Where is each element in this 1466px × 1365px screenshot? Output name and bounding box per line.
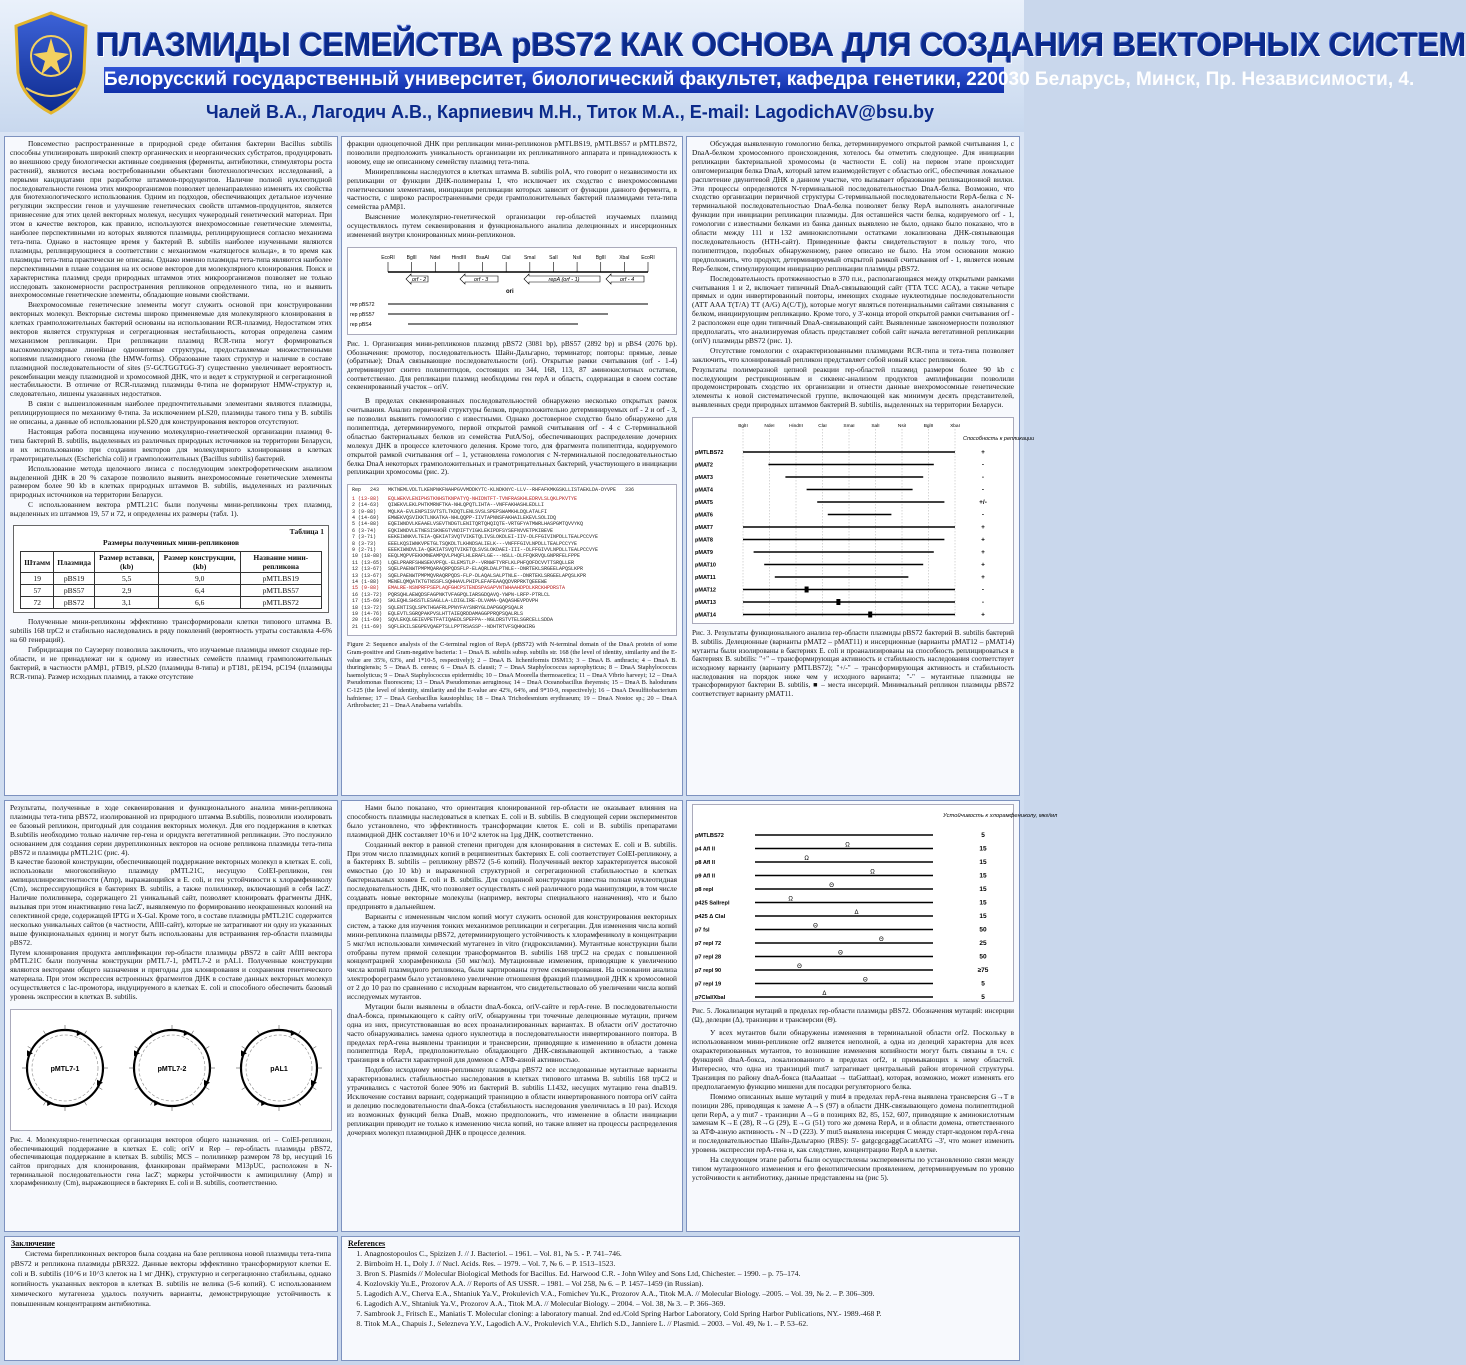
site-tick	[44, 1101, 47, 1105]
reference-item: 8. Titok M.A., Chapuis J., Selezneva Y.V., Lagodich A.V., Prokulevich V.A., Ehrlich S.D., Janniere L. // Plasmid. – 2003. – Vol. 49, № 1. – P. 53–62.	[364, 1319, 1013, 1329]
alignment-row-label: 17 (15-69)	[352, 598, 389, 605]
figure-5	[692, 804, 1058, 1002]
alignment-row-label: 8 (3-73)	[352, 540, 389, 547]
mutation-marker: Δ	[822, 991, 827, 997]
table-cell: 6,4	[159, 585, 240, 597]
site-tick	[28, 1087, 32, 1090]
mutation-marker: Ω	[788, 896, 793, 903]
table-header-cell: Штамм	[21, 552, 54, 573]
table-header-cell: Название мини-репликона	[240, 552, 321, 573]
orf-label: orf - 4	[619, 276, 635, 283]
alignment-row-label: 13 (13-67)	[352, 572, 389, 579]
alignment-row-label: 5 (14-88)	[352, 521, 389, 528]
figure-1-map	[348, 248, 678, 334]
intro-paragraph: С использованием вектора pMTL21C были получены мини-репликоны трех плазмид, выделенных из штаммов 19, 57 и 72, и определены их размеры (табл. 1).	[10, 500, 332, 519]
mutation-marker: Θ	[879, 937, 884, 943]
alignment-row-sequence: EQLEVTLSGRQPAKPVSLHTTAIEQRDDAMAGGPPRQPSQALRLS	[388, 611, 524, 618]
alignment-header: Rep 243 MKTNEMLVDLTLKENPNKFNAHPGVVMDDKYTC-KLNDKNYC-LLV--RHFAFKMKGSKLLISTAEKLDA-DYVPE 336	[352, 487, 635, 494]
table-cell: 9,0	[159, 573, 240, 585]
table-cell: 57	[21, 585, 54, 597]
ori-label: ori	[506, 288, 514, 295]
site-tick	[151, 1101, 154, 1105]
results-panel	[341, 136, 683, 796]
restriction-site-label: BglII	[738, 424, 748, 430]
reference-item: 7. Sambrook J., Fritsch E., Maniatis T. Molecular cloning: a laboratory manual. 2nd ed./Cold Spring Harbor Laboratory, Cold Spring Harbor Publications, NY.- 1989.-468 P.	[364, 1309, 1013, 1319]
alignment-row-label: 19 (14-76)	[352, 611, 389, 618]
mutant-row-label: p425 SalIrepl	[695, 900, 730, 907]
results-paragraph: фракции одноцепочной ДНК при репликации мини-репликонов pMTLBS19, pMTLBS57 и pMTLBS72, позволили предположить уникальность организации их репликативного аппарата и принадлежность к новому, еще не описанному семейству плазмид тета-типа.	[347, 139, 677, 166]
figure-5-mutation-map	[693, 805, 1058, 1001]
alignment-row-label: 20 (11-69)	[352, 617, 389, 624]
reference-item: 1. Anagnostopoulos C., Spizizen J. // J. Bacteriol. – 1961. – Vol. 81, № 5. - P. 741–746.	[364, 1249, 1013, 1259]
table-cell: 72	[21, 597, 54, 609]
figure-5-caption: Рис. 5. Локализация мутаций в пределах rep-области плазмиды pBS72. Обозначения мутаций: инсерции (Ω), делеции (Δ), транзиции и трансверсии (Θ).	[692, 1007, 1014, 1024]
site-tick	[242, 1087, 246, 1090]
figure-3-caption: Рис. 3. Результаты функционального анализа rep-области плазмиды pBS72 бактерий B. subtilis бактерий B. subtilis. Делеционные (варианты pMAT2 – pMAT11) и инсерционные (варианты pMAT12 – pMAT14) мутанты были изолированы в бактериях E. coli и проанализированы на способность реплицироваться в бактериях B. subtilis: "+" – трансформирующая активность и стабильность наследования соответствует исходному варианту (варианту pMTLBS72); "+/-" – трансформирующая активность и стабильность наследования на порядок ниже чем у исходного варианта; "-" – мутантные плазмиды не трансформируют бактерии B. subtilis, ■ – места инсерций. Минимальный репликон плазмиды pBS72 соответствует варианту pMAT11.	[692, 629, 1014, 699]
table-title: Размеры полученных мини-репликонов	[102, 538, 240, 548]
replicon-size-table	[20, 551, 321, 609]
mutation-marker: Ω	[845, 842, 850, 849]
vector-map-name: pMTL7-2	[157, 1065, 187, 1073]
alignment-row-sequence: EQEIWNDVLKEAAELVSEVTNDGTLENITQRTQHQIQTE-VRTGFYATMWRLHASPGMTQVVYKQ	[388, 521, 584, 528]
restriction-site-label: NdeI	[764, 424, 775, 430]
restriction-site-label: SmaI	[523, 254, 536, 261]
mutants-paragraph: Подобно исходному мини-репликону плазмиды pBS72 все исследованные мутантные варианты характеризовались стабильностью наследования в клетках типового штамма B. subtilis 168 trpC2 и утрачивались с частотой более 90% из бактерий B. subtilis L1432, несущих мутацию гена dnaB19. Исключение составил вариант, содержащий транзицию в области инвертированного повтора oriV сайта и делецию последовательности dnaA-бокса (стабильность наследования увеличилась в 10 раз). Исходя из возможных функций белка DnaB, можно предположить, что изменение в области инициации репликации приводит не только к изменению числа копий, но также влияет на процессы распределения дочерних молекул плазмидной ДНК в процессе деления.	[347, 1065, 677, 1137]
table-cell: pBS19	[54, 573, 95, 585]
site-tick	[98, 1087, 102, 1090]
mutant-row-result: +	[981, 561, 985, 569]
figure-3-deletion-map	[693, 418, 1035, 623]
reference-item: 4. Kozlovskiy Yu.E., Prozorov A.A. // Reports of AS USSR. – 1981. – Vol 258, № 6. – P. 1457–1459 (in Russian).	[364, 1279, 1013, 1289]
results-paragraph: Минирепликоны наследуются в клетках штамма B. subtilis polA, что говорит о независимости их репликации от функции ДНК-полимеразы I, что исключает их сходство с внехромосомными генетическими элементами, инициация репликации которых зависит от функции данного фермента, в частности, с широко распространенными среди грамположительных бактерий плазмидами тета-типа семейства pAMβ1.	[347, 166, 677, 212]
mutations-paragraph: На следующем этапе работы были осуществлены эксперименты по установлению связи между типом мутационного изменения и его фенотипическим проявлением, детерминируемым по уровню устойчивости к антибиотику, данные представлены на (рис 5).	[692, 1155, 1014, 1182]
table-header-cell: Размер конструкции, (kb)	[159, 552, 240, 573]
mutant-row-label: p7 fsl	[695, 927, 710, 934]
mutants-panel	[341, 800, 683, 1232]
vectors-paragraph: Путем клонирования продукта амплификации rep-области плазмиды pBS72 в сайт AflII вектора pMTL21C были получены конструкции pMTL7-1, pMTL7-2 и pAL1. Полученные конструкции являются векторами общего назначения и пригодны для клонирования и сохранения генетического материала. При этом экспрессия встроенных фрагментов ДНК в составе данных векторных молекул осуществляется с lac-промотора, индуцируемого в клетках E. coli и способного обеспечить базовый уровень экспрессии в клетках B. subtilis.	[10, 947, 332, 1002]
alignment-row-sequence: EEKEIWNKVLTEIA-QEKIAT3VQTVIKETQLIVSLOKDLEI-IIV-DLFFGIVINPDLLTEALPCCVYE	[388, 534, 599, 541]
mutants-paragraph: Нами было показано, что ориентация клонированной rep-области не оказывает влияния на способность плазмиды наследоваться в клетках E. coli и B. subtilis. В следующей серии экспериментов было установлено, что эффективность трансформации клеток E. coli и B. subtilis препаратами плазмидной ДНК составляет 10^6 и 10^2 клеток на 1µg ДНК, соответственно.	[347, 803, 677, 839]
mutant-row-label: p7ClaI/XbaI	[695, 995, 726, 1001]
mutant-row-result: -	[981, 586, 985, 594]
gene-arrow-icon	[261, 1100, 267, 1106]
mutant-row-result: -	[981, 486, 985, 494]
mutation-marker: Θ	[838, 950, 843, 957]
alignment-row-sequence: QIWEKVLEKLPHTKMRNFTKA-NHLQPQTLIHTA--VNFFAKHASHLEDLLI	[388, 502, 545, 509]
site-tick	[258, 1101, 261, 1105]
intro-text	[5, 137, 337, 523]
restriction-site-label: XbaI	[619, 254, 630, 261]
alignment-row-label: 16 (13-72)	[352, 591, 389, 598]
mutants-text	[342, 801, 682, 1142]
site-tick	[98, 1046, 102, 1049]
table-cell: 19	[21, 573, 54, 585]
replicon-row-label: rep pBS57	[350, 311, 375, 318]
alignment-row-label: 1 (13-88)	[352, 495, 389, 502]
intro-text-2	[5, 615, 337, 685]
restriction-site-label: BglII	[923, 424, 934, 430]
figure-2	[347, 484, 677, 636]
mutants-paragraph: Созданный вектор в равной степени пригоден для клонирования в системах E. coli и B. subtilis. При этом число плазмидных копий в реципиентных бактериях E. coli соответствует ColEI-репликону, а в бактериях B. subtilis – репликону pBS72 (5-6 копий). Полученный вектор характеризуется высокой емкостью (до 10 kb) и выраженной структурной и сегрегационной стабильностью в клетках бактериальных хозяев E. coli и B. subtilis. Для созданной конструкции известна полная нуклеотидная последовательность ДНК, что позволяет осуществлять с ней различного рода манипуляции, в том числе создавать новые векторные молекулы (например, векторы специального назначения), что и было предпринято в дальнейшем.	[347, 839, 677, 911]
table-cell: pMTLBS72	[240, 597, 321, 609]
header	[0, 0, 1466, 132]
restriction-site-label: NdeI	[429, 254, 441, 261]
mutant-row-label: p7 repl 72	[695, 941, 722, 947]
discussion-paragraph: Результаты полимеразной цепной реакции rep-областей плазмид размером более 90 kb с последующим рестрикционным и сиквенс-анализом продуктов амплификации позволили продемонстрировать сходство их организации и отнести данные внехромосомные генетические элементы к новой систематической группе, включающей как минимум десять представителей, выявленных среди природных штаммов бактерий B. subtilis, выделенных на территории Беларуси.	[692, 364, 1014, 410]
alignment-row-label: 9 (2-71)	[352, 547, 389, 553]
resistance-value: 50	[979, 926, 987, 934]
reference-item: 6. Lagodich A.V., Shtaniuk Ya.V., Prozorov A.A., Titok M.A. // Molecular Biology. – 2004. – Vol. 38, № 3. – P. 366–369.	[364, 1299, 1013, 1309]
restriction-site-label: NsiI	[897, 424, 907, 430]
mutants-paragraph: Варианты с измененным числом копий могут служить основой для конструирования векторных систем, а также для изучения тонких механизмов репликации и сегрегации. Для изменения числа копий мини-репликона плазмиды pBS72, детерминирующего устойчивость к хлорамфениколу в концентрации 5 мкг/мл использовали химический мутагенез in vitro (гидроксиламин). Мутантные конструкции были отобраны путем прямой селекции трансформантов B. subtilis 168 trpC2 на средах с повышенной концентрацией хлорамфеникола (50 мкг/мл). Мутационные изменения, приводящие к увеличению числа копий плазмидного репликона, были картированы путем секвенирования. На основании анализа электрофореграмм было установлено увеличение отношения фракций плазмидной ДНК к хромосомной от 2 до 10 раз по сравнению с исходным вариантом, что свидетельствовало об увеличении числа копий исследуемых мутантов.	[347, 911, 677, 1002]
discussion-paragraph: Обсуждая выявленную гомологию белка, детерминируемого открытой рамкой считывания 1, с DnaA-белком хромосомного происхождения, хотелось бы отметить следующее. Для инициации репликации бактериальной хромосомы (в частности E. coli) на первом этапе происходит олигомеризация белка DnaA, который затем взаимодействует с областью oriC, обеспечивая локальное расплетение двунитевой ДНК в данном участке, что вызывает образование репликационной вилки. Эти процессы определяются N-терминальной последовательностью DnaA-белка. Возможно, что сходство организации первичной структуры C-терминальной последовательности RepA-белка с N-терминальной последовательностью DnaA-белка позволяет белку RepA выполнять аналогичные функции при инициации репликации плазмиды. Для оставшейся части белка, кодируемого orf - 1, гомологии с известными белками из банка данных выявлено не было, однако было показано, что в области между 111 и 132 аминокислотными остатками локализована ДНК-связывающая последовательность (HTH-сайт). Приведенные факты свидетельствуют в пользу того, что полипептидов, подобных обнаруженному, ранее описано не было. На этом основании можно предположить, что продукт, детерминируемый открытой рамкой считывания orf - 1, является новым Rep-белком, стимулирующим инициацию репликации плазмиды pBS72.	[692, 139, 1014, 273]
discussion-text	[687, 137, 1019, 414]
alignment-row	[348, 624, 676, 630]
resistance-value: 15	[979, 845, 987, 853]
mutant-row-result: +	[981, 536, 985, 544]
resistance-value: 15	[979, 859, 987, 866]
restriction-site-label: BsaAI	[475, 254, 490, 261]
mutant-row-label: pMAT13	[695, 600, 716, 607]
mutant-row-label: pMAT8	[695, 537, 713, 544]
alignment-row-sequence: MQLKA-EVLENPSISVTSTLTKDQTLENLSVSLSPEPSWAMKHLDQLATALFI	[388, 508, 548, 515]
replicon-row-label: rep pBS4	[350, 321, 372, 328]
resistance-value: 25	[979, 940, 987, 947]
conclusion-text: Система бирепликонных векторов была создана на базе репликона новой плазмиды тета-типа pBS72 и репликона плазмиды pBR322. Данные векторы эффективно трансформируют клетки E. coli и B. subtilis (10^6 и 10^3 клеток на 1 мг ДНК), структурно и сегрегационно стабильны, однако копийность указанных векторов в клетках B. subtilis не велика (5-6 копий). С использованием химического мутагенеза удалось получить варианты, демонстрирующие устойчивость к повышенным концентрациям антибиотика.	[11, 1249, 331, 1308]
table-1	[13, 525, 329, 613]
mutant-row-label: p8 repl	[695, 887, 714, 893]
alignment-row-label: 10 (18-88)	[352, 553, 389, 560]
table-row	[21, 585, 321, 597]
restriction-site-label: ClaI	[501, 254, 511, 261]
figure-4-vector-maps	[11, 1010, 333, 1130]
figure-4	[10, 1009, 332, 1131]
mutant-row-label: pMAT4	[695, 487, 713, 494]
site-tick	[84, 1031, 87, 1035]
site-tick	[191, 1101, 194, 1105]
figure-3	[692, 417, 1035, 624]
alignment-row-label: 12 (13-67)	[352, 566, 389, 573]
mutant-row-label: pMAT2	[695, 462, 713, 469]
site-tick	[191, 1031, 194, 1035]
resistance-value: ≥75	[977, 967, 989, 974]
alignment-row-sequence: SKLEQHLSHSSTLESAGLLA-LDIGLIRE-DLVAMA-QAQASHEVPDVPH	[388, 598, 539, 605]
figure-1	[347, 247, 677, 335]
alignment-row-label: 21 (11-69)	[352, 623, 389, 630]
results-paragraph: В пределах секвенированных последовательностей обнаружено несколько открытых рамок считывания. Анализ первичной структуры белков, предположительно детерминируемых orf - 2 и orf - 3, не позволил выявить гомологию с известными. Однако достоверное сходство было обнаружено для полипептида, детерминируемого, первой открытой рамкой считывания orf - 4 с С-терминальной областью бактериальных белков из семейства PutA/Soj, обеспечивающих распределение дочерних молекул ДНК в процессе клеточного деления. Кроме того, для фрагмента полипептида, кодируемого открытой рамкой считывания orf – 1, установлена гомология с N-терминальной последовательностью белка DnaA некоторых грамположительных и грамотрицательных бактерий, участвующего в инициации репликации хромосомы (рис. 2).	[347, 396, 677, 477]
table-row	[21, 573, 321, 585]
mutations-panel	[686, 800, 1058, 1232]
alignment-row-sequence: EMALRE-NSNPRFPSEPLAQFGHCPSTENDSPASAPVNTWHAAHDPDLKRCKHPDRSTA	[388, 585, 566, 592]
orf-label: orf - 3	[473, 276, 489, 283]
mutant-row-label: pMTLBS72	[695, 450, 724, 457]
restriction-site-label: BglII	[406, 254, 417, 261]
intro-paragraph: Полученные мини-репликоны эффективно трансформировали клетки типового штамма B. subtilis 168 trpC2 и стабильно наследовались в ряду поколений (вероятность утраты составляла 4-6% на 60 генераций).	[10, 617, 332, 644]
table-label: Таблица 1	[289, 527, 324, 537]
restriction-site-label: SmaI	[843, 424, 855, 430]
alignment-row-label: 2 (14-63)	[352, 502, 389, 509]
restriction-site-label: ClaI	[818, 424, 827, 430]
resistance-value: 5	[981, 980, 985, 988]
vector-map-name: pMTL7-1	[50, 1065, 80, 1073]
site-tick	[44, 1031, 47, 1035]
restriction-site-label: EcoRI	[641, 254, 655, 261]
mutation-marker: Θ	[829, 883, 834, 889]
mutant-row-result: -	[981, 511, 985, 519]
site-tick	[28, 1046, 32, 1049]
vectors-paragraph: Результаты, полученные в ходе секвенирования и функционального анализа мини-репликона плазмиды тета-типа pBS72, изолированной из природного штамма B.subtilis, позволили изолировать ее базовый репликон, пригодный для создания векторных молекул. Для его поддержания в клетках B.subtilis необходимо только наличие rep-гена и оридукта вегетативной репликации. Это послужило основанием для создания серии двурепликонных векторов на основе репликона плазмиды тета-типа pBS72 и плазмиды pMTL21C (рис. 4).	[10, 803, 332, 857]
mutations-paragraph: Помимо описанных выше мутаций у mut4 в пределах repA-гена выявлена трансверсия G→T в позиции 286, приводящая к замене A→S (97) в области ДНК-связывающего домена полипептидной цепи RepA, а у mut7 - транзиции A→G в позициях 82, 85, 152, 607, приводящие к аминокислотным заменам K→E (28), R→G (29), E→G (51) того же домена RepA, и в области домена, ответственного за АТФ-азную активность - N→D (223). У mut5 выявлена инсерция С между старт-кодоном repA-гена и последовательностью Шайн-Дальгарно (RBS): 5'- gatgcgcgaggCacattATG –3', что может изменить уровень экспрессии repA-гена и, как следствие, концентрацию RepA в клетке.	[692, 1091, 1014, 1155]
alignment-row-sequence: PQRSQHLAEWQDSFAGPNKTVFAGPQLIARSGDQAVQ-YWPN-LRFP-PTRLCL	[388, 591, 551, 598]
alignment-row-label: 7 (3-71)	[352, 534, 389, 541]
gene-arrow-icon	[154, 1100, 160, 1106]
restriction-site-label: HindIII	[789, 424, 803, 430]
mutant-row-label: p8 Afl II	[695, 860, 715, 866]
orf-label: repA (orf - 1)	[548, 276, 580, 283]
resistance-value: 5	[981, 832, 985, 839]
intro-paragraph: Повсеместно распространенные в природной среде обитания бактерии Bacillus subtilis способны утилизировать широкий спектр органических и неорганических субстратов, продуцировать во внешнюю среду биологически активные соединения (ферменты, антибиотики, стимуляторы роста растений), являются весьма востребованными объектами биотехнологических исследований, а первыми кандидатами при разработке штаммов-продуцентов. Наличие полной нуклеотидной последовательности генома этих микроорганизмов позволяет целенаправленно изменять их свойства для биотехнологического использования. Одним из подходов, обеспечивающих детальное изучение регуляции экспрессии генов и улучшение генетических свойств штаммов-продуцентов, является привнесение для этих целей векторных молекул, несущих чужеродный генетический материал. При этом в качестве векторов, как правило, используются внехромосомные генетические элементы, наиболее перспективными из которых являются плазмиды, реплицирующиеся согласно механизма тета-типа. Однако в настоящее время у бактерий B. subtilis наиболее изученными являются плазмиды, реплицирующиеся в соответствии с механизмом «катящегося кольца», в то время как плазмиды тета-типа практически не описаны. Однако именно плазмиды тета-типа являются наиболее перспективными в плане создания на их основе векторов для молекулярного клонирования. Поиск и характеристика плазмид среди природных штаммов этих микроорганизмов позволяет не только исследовать закономерности распространения репликонов определенного типа, но и выявить внехромосомные генетические элементы, обладающие новыми свойствами.	[10, 139, 332, 300]
mutant-row-result: +	[981, 611, 985, 619]
restriction-site-label: SalI	[871, 424, 880, 430]
restriction-site-label: HindIII	[451, 254, 467, 261]
table-cell: 5,5	[94, 573, 159, 585]
alignment-rows	[348, 496, 676, 631]
vectors-paragraph: В качестве базовой конструкции, обеспечивающей поддержание векторных молекул в клетках E. coli, использовали многокопийную плазмиду pMTL21C, несущую ColEI-репликон, ген ампициллинрезистентности (Amp), выражающийся в E. coli, и ген устойчивости к хлорамфениколу (Cm), экспрессирующийся в бактериях B. subtilis, а также полилинкер, включающий в себя lacZ'. Наличие полилинкера, содержащего 21 уникальный сайт, позволяет клонировать фрагменты ДНК, вызывая при этом инактивацию гена lacZ', выявляемую по формированию неокрашенных колоний на селективной среде, содержащей IPTG и X-Gal. Кроме того, в составе плазмиды pMTL21C содержится несколько уникальных сайтов (в частности, AflII-сайт), которые не затрагивают ни одну из указанных выше функциональных единиц и могут быть использованы для встраивания rep-области плазмиды pBS72.	[10, 857, 333, 947]
mutation-marker: Θ	[797, 964, 802, 970]
reference-item: 3. Bron S. Plasmids // Molecular Biological Methods for Bacillus. Ed. Harwood C.R. - John Wiley and Sons Ltd, Chichester. – 1990. – p. 75–174.	[364, 1269, 1013, 1279]
ability-header: Способность к репликации	[963, 436, 1035, 443]
table-cell: pMTLBS57	[240, 585, 321, 597]
table-cell: 6,6	[159, 597, 240, 609]
alignment-row-sequence: MENELQMQATKTGTNSSFLSQHHAVLPHIPLEFAFEAAQQDVRPRKTQEEEWE	[388, 579, 548, 586]
mutant-row-label: pMAT11	[695, 575, 716, 582]
mutant-row-label: p7 repl 28	[695, 954, 722, 961]
mutant-row-label: pMAT10	[695, 562, 716, 569]
alignment-row-label: 11 (13-65)	[352, 559, 389, 566]
site-tick	[312, 1087, 316, 1090]
alignment-row-sequence: SQLENTISQLSPKTHGAFRLPPNYFAYSNRYGLDAPGGQPSQALR	[388, 604, 524, 611]
figure-4-caption: Рис. 4. Молекулярно-генетическая организация векторов общего назначения. ori – ColEI-репликон, обеспечивающий поддержание в клетках E. coli; oriV и Rep – rep-область плазмиды pBS72, обеспечивающая поддержание в клетках B. subtilis; MCS – полилинкер размером 78 bp, несущий 16 сайтов пригодных для клонирования, фланкирован праймерами M13pUC, расположен в N-терминальной последовательности гена lacZ'; маркеры устойчивости к ампициллину (Amp) и хлорамфениколу (Cm), выражающиеся в бактериях E. coli и B. subtilis, соответственно.	[10, 1135, 332, 1188]
mutant-row-label: p4 Afl II	[695, 846, 715, 853]
site-tick	[312, 1046, 316, 1049]
mutation-marker: Δ	[854, 910, 859, 916]
site-tick	[151, 1031, 154, 1035]
results-paragraph: Выяснение молекулярно-генетической организации rep-областей изучаемых плазмид осуществлялось путем секвенирования и функционального анализа делеционных и инсерционных изменений внутри клонированных мини-репликонов.	[347, 212, 677, 240]
references-list	[348, 1249, 1013, 1329]
mutation-marker: Θ	[863, 977, 868, 984]
alignment-row-sequence: SQELPAENWTPMPMQARAQRPQDSFLP-ELAQRLDALPTNLE--DNRTEKLSRGEELAPQSLKPR	[388, 566, 584, 573]
alignment-row-label: 4 (14-69)	[352, 514, 389, 521]
discussion-paragraph: Последовательность протяженностью в 370 п.н., располагающаяся между открытыми рамками считывания 1 и 2, включает типичный DnaA-связывающий сайт (TTA TCC ACA), а также четыре прямых и один инвертированный повторы, имеющих сходные нуклеотидные последовательности (ATT AAA T(T/A) TT (A/G) A(C/T)), которые могут являться потенциальными сайтами связывания с белком, инициирующим репликацию. Кроме того, у 3'-конца второй открытой рамки считывания orf - 2 расположен еще один типичный DnaA-связывающий сайт. Выявленные закономерности позволяют предполагать, что анализируемая область представляет собой сайт начала вегетативной репликации (oriV) плазмиды pBS72 (рис. 1).	[692, 273, 1014, 345]
gene-arrow-icon	[47, 1100, 53, 1106]
affiliation-banner: Белорусский государственный университет, биологический факультет, кафедра генетики, 220030 Беларусь, Минск, Пр. Независимости, 4.	[104, 67, 1004, 93]
mutant-row-result: +	[981, 549, 985, 557]
mutants-paragraph: Мутации были выявлены в области dnaA-бокса, oriV-сайте и repA-гене. В последовательности dnaA-бокса, примыкающего к сайту oriV, обнаружены три точечные делеционные мутации, причем одна из них, присутствовавшая во всех проанализированных вариантах. В области oriV достаточно часто обнаруживались замена одного нуклеотида в последовательности инвертированного повтора. В пределах repA-гена выявлены транзиции и трансверсии, приводящие к изменению в области домена полипептида RepA, предположительно обладающего ДНК-связывающей активностью, а также транзиция в области характерной для доменов с АТФ-азной активностью.	[347, 1001, 677, 1065]
orf-label: orf - 2	[411, 276, 427, 283]
insertion-marker	[836, 599, 840, 605]
resistance-value: 15	[979, 872, 987, 880]
table-cell: pMTLBS19	[240, 573, 321, 585]
alignment-row-sequence: EEQLMQPVFEKKMNEAMPQVLPHQFLHLERAFLGE---NSLL-DLFFQKRVQLGNPRFELFPPE	[388, 553, 581, 560]
intro-paragraph: Использование метода щелочного лизиса с последующим электрофоретическим анализом выделенной ДНК в 20 % сахарозе позволило выявить внехромосомные генетические элементы размером более 90 kb в клетках природных штаммов B. subtilis, выделенных из различных природных источников на территории Беларуси.	[10, 463, 332, 500]
alignment-row-sequence: EQKIWNDVLETNESISKNEGTVNDIFTYIGKLEKIPDFSYSEFNVVETPKIBEVE	[388, 527, 554, 534]
intro-panel	[4, 136, 338, 796]
restriction-site-label: EcoRI	[381, 254, 395, 261]
vectors-text	[5, 801, 337, 1006]
site-tick	[205, 1087, 209, 1090]
mutant-row-result: -	[981, 599, 985, 607]
results-text	[342, 137, 682, 244]
table-header-cell: Плазмида	[54, 552, 95, 573]
references-heading: References	[348, 1239, 386, 1248]
resistance-value: 15	[979, 913, 987, 920]
mutant-row-label: p7 repl 19	[695, 981, 722, 988]
mutations-text	[687, 1026, 1019, 1186]
alignment-row-sequence: LQELPRARFSHWSEKVPFQL-ELEMSTLP--VRNWFTYRFLKLPHFQOFDCVVTTSRQLLER	[388, 559, 575, 566]
intro-paragraph: Настоящая работа посвящена изучению молекулярно-генетической организации плазмид θ-типа бактерий B. subtilis, выделенных из различных природных источников на территории Беларуси, и их использованию при создании векторов для молекулярного клонирования в клетках грамотрицательных (Escherichia coli) и грамположительных (Bacillus subtilis) бактерий.	[10, 427, 332, 463]
mutant-row-label: pMAT9	[695, 550, 713, 557]
site-tick	[242, 1046, 246, 1049]
site-tick	[258, 1031, 261, 1035]
insertion-marker	[805, 587, 809, 593]
replicon-row-label: rep pBS72	[350, 301, 375, 308]
mutant-row-result: -	[981, 474, 985, 482]
figure-1-caption: Рис. 1. Организация мини-репликонов плазмид pBS72 (3081 bp), pBS57 (2892 bp) и pBS4 (2076 bp). Обозначения: промотор, последовательность Шайн-Дальгарно, терминатор; повторы: прямые, левые (обратные); DnaA связывающие последовательности (ori). Открытые рамки считывания (orf - 1-4) детерминируют синтез полипептидов, состоящих из 344, 168, 113, 87 аминокислотных остатков, соответственно. Для репликации плазмид необходимы ген repA и область, содержащая в своем составе секвенированный участок – oriV.	[347, 339, 677, 392]
alignment-row-sequence: SQELPAENWTPMPMQVRAQRPQDS-FLP-DLAQALSALPTNLE--DNRTEKLSRGEELAPQSLKPR	[388, 572, 587, 579]
intro-paragraph: В связи с вышеизложенным наиболее предпочтительными элементами являются плазмиды, реплицирующиеся по механизму θ-типа. За исключением pLS20, плазмиды такого типа у B. subtilis не описаны, а данные об использовании pLS20 для конструирования векторов отсутствуют.	[10, 399, 332, 427]
alignment-row-label: 18 (13-72)	[352, 604, 389, 611]
discussion-paragraph: Отсутствие гомологии с охарактеризованными плазмидами RCR-типа и тета-типа позволяет заключить, что клонированный репликон представляет собой новый класс репликонов.	[692, 345, 1014, 364]
intro-paragraph: Гибридизация по Саузерну позволила заключить, что изучаемые плазмиды имеют сходные rep-области, и не принадлежат ни к одному из известных семейств плазмид грамположительных бактерий, в частности pAMβ1, pTB19, pLS20 (плазмиды θ-типа) и pT181, pE194, pC194 (плазмиды RCR-типа). Размер исходных плазмид, а также отсутствие	[10, 644, 332, 681]
references-panel	[341, 1236, 1020, 1361]
figure-2-caption: Figure 2: Sequence analysis of the C-terminal region of RepA (pBS72) with N-terminal domain of the DnaA protein of some Gram-positive and Gram-negative bacteria: 1 – DnaA B. subtilis subsp. subtilis str. 168 (the level of identity, similarity and the E-value are 35%, 63%, and 1*10-5, respectively); 2 – DnaA B. licheniformis DSM13; 3 – DnaA B. anthracis; 4 – DnaA B. thuringiensis; 5 – DnaA B. cereus; 6 – DnaA B. clausii; 7 – DnaA Staphylococcus saprophyticus; 8 – DnaA Staphylococcus haemolyticus; 9 – DnaA Staphylococcus epidermidis; 10 – DnaA Moorella thermoacetica; 11 – DnaA Vibrio harveyi; 12 – DnaA Pseudomonas fluorescens; 13 – DnaA Pseudomonas aeruginosa; 14 – DnaA Oceanobacillus iheyensis; 15 – DnaA B. halodurans C-125 (the level of identity, similarity and the E-value are 42%, 64%, and 9*10-9, respectively); 16 – DnaA Desulfitobacterium hafniense; 17 – DnaA Geobacillus kaustophilus; 18 – DnaA Trichodesmium erythraeum; 19 – DnaA Nostoc sp.; 20 – DnaA Arthrobacter; 21 – DnaA Anabaena variabilis.	[347, 641, 677, 710]
reference-item: 2. Birnboim H. L, Doly J. // Nucl. Acids. Res. – 1979. – Vol. 7, № 6. – P. 1513–1523.	[364, 1259, 1013, 1269]
table-cell: 2,9	[94, 585, 159, 597]
mutation-marker: Θ	[813, 923, 818, 930]
poster-title: ПЛАЗМИДЫ СЕМЕЙСТВА pBS72 КАК ОСНОВА ДЛЯ СОЗДАНИЯ ВЕКТОРНЫХ СИСТЕМ	[96, 26, 1466, 63]
resistance-value: 5	[981, 994, 985, 1001]
mutant-row-label: pMAT7	[695, 525, 713, 532]
restriction-site-label: XbaI	[950, 424, 960, 430]
alignment-row-sequence: EQLWEKVLENIPHSTKNHSTKNPATYQ-NHIDNTFT-TVNFRASKHLEDRVLSLQKLPKVTYE	[388, 495, 578, 502]
table-cell: pBS57	[54, 585, 95, 597]
alignment-row-label: 6 (3-74)	[352, 527, 389, 534]
table-cell: 3,1	[94, 597, 159, 609]
mutant-row-label: p425 Δ ClaI	[695, 914, 726, 920]
restriction-site-label: NsiI	[572, 254, 582, 261]
alignment-row-sequence: SQVLEKQLGEIEVPETFATIQAEDLSPEFPA--NGLDRSTVTELSGRCELLSDDA	[388, 617, 554, 624]
mutant-row-label: pMAT3	[695, 475, 713, 482]
alignment-row-sequence: EMWEKVQSVIKKTLNKATKA-NHLQQPP-IIVTAPNNSFAKHAILEKEVLSOLIDQ	[388, 514, 557, 521]
resistance-value: 15	[979, 899, 987, 907]
mutant-row-label: pMAT14	[695, 612, 716, 619]
alignment-row-label: 15 (9-88)	[352, 585, 389, 592]
intro-paragraph: Внехромосомные генетические элементы могут служить основой при конструировании векторных молекул. Векторные системы широко применяемые для молекулярного клонирования в клетках грамположительных бактерий основаны на использовании RCR-плазмид. Недостатком этих векторов является структурная и сегрегационная нестабильность, которая определена самим механизмом репликации. При репликации плазмид RCR-типа могут формироваться высокомолекулярные линейные однонитевые структуры, предоставляемые множественными копиями плазмидного генома (the HMW-forms). Образование таких структур и наличие в составе плазмидной последовательности of sites (5'-GCTGGTGG-3') существенно увеличивает вероятность рекомбинации между плазмидной и хромосомной ДНК, что и ведет к структурной и сегрегационной нестабильности. В отличие от RCR-плазмид плазмиды θ-типа не формируют HMW-структур и, следовательно, лишены указанных недостатков.	[10, 300, 332, 399]
alignment-row-label: 14 (1-88)	[352, 579, 389, 586]
mutant-row-label: pMTLBS72	[695, 833, 724, 839]
mutant-row-result: +	[981, 449, 985, 457]
mutant-row-result: -	[981, 461, 985, 469]
authors-line: Чалей В.А., Лагодич А.В., Карпиевич М.Н., Титок М.А., E-mail: LagodichAV@bsu.by	[206, 102, 934, 122]
reference-item: 5. Lagodich A.V., Cherva E.A., Shtaniuk Ya.V., Prokulevich V.A., Fomichev Yu.K., Prozorov A.A., Titok M.A. // Molecular Biology. –2005. – Vol. 39, № 2. – P. 306–309.	[364, 1289, 1013, 1299]
alignment-row-sequence: EEELKQSIWNKVPETGLTSQKDLTLKHNDSALIELK---VNFFFGIVLNPDLLTEALPCCYYE	[388, 540, 578, 547]
resistance-value: 50	[979, 953, 987, 961]
conclusion-block	[5, 1237, 337, 1311]
mutant-row-result: +	[981, 524, 985, 532]
table-row	[21, 597, 321, 609]
table-header-cell: Размер вставки, (kb)	[94, 552, 159, 573]
insertion-marker	[868, 612, 872, 618]
resistance-header: Устойчивость к хлорамфениколу, мкг/мл	[943, 813, 1058, 819]
vectors-panel	[4, 800, 338, 1232]
university-emblem-icon	[6, 8, 96, 118]
resistance-value: 15	[979, 886, 987, 893]
mutant-row-label: pMAT12	[695, 587, 716, 594]
site-tick	[84, 1101, 87, 1105]
site-tick	[205, 1046, 209, 1049]
mutant-row-label: p9 Afl II	[695, 873, 715, 880]
alignment-row-label: 3 (9-88)	[352, 508, 389, 515]
vector-map-name: pAL1	[270, 1065, 288, 1073]
references-block	[342, 1237, 1019, 1331]
table-cell: pBS72	[54, 597, 95, 609]
mutations-paragraph: У всех мутантов были обнаружены изменения в терминальной области orf2. Поскольку в использованном мини-репликоне orf2 является неполной, а одна из делеций характерна для всех охарактеризованных мутантов, то возникшие изменения копийности могут быть связаны в т.ч. с функцией dnaA-бокса, локализованного в пределах orf2, и примыкающих к нему областей. Интересно, что одна из транзиций mut7 затрагивает центральный район вторичной структуры. Транзиция по району dnaA-бокса (ttaAaattaat → ttaGatttaat), которая, возможно, может изменять его предполагаемую функцию мишени для посадки регуляторного белка.	[692, 1028, 1014, 1091]
discussion-panel	[686, 136, 1035, 796]
alignment-row-sequence: SQFLEKILSEGPEVQAEPTSLLPPTRSASSP--NDHTRTVFSQHKWIRG	[388, 623, 536, 630]
mutant-row-label: p7 repl 90	[695, 968, 722, 974]
restriction-site-label: BglII	[595, 254, 606, 261]
conclusion-panel	[4, 1236, 338, 1361]
alignment-row-sequence: EEEKIWNDVLIA-QEKIATSVQTVIKETQLSVSLOKDAEI-III--DLFFGIVVLNPDLLTEALPCCVYE	[388, 547, 599, 553]
mutant-row-result: +/-	[979, 499, 987, 507]
mutant-row-label: pMAT5	[695, 500, 713, 507]
site-tick	[298, 1101, 301, 1105]
site-tick	[135, 1046, 139, 1049]
restriction-site-label: SalI	[549, 254, 558, 261]
conclusion-heading: Заключение	[11, 1239, 55, 1248]
site-tick	[135, 1087, 139, 1090]
site-tick	[298, 1031, 301, 1035]
mutation-marker: Ω	[804, 856, 809, 862]
mutant-row-label: pMAT6	[695, 512, 713, 519]
results-text-2	[342, 394, 682, 481]
mutant-row-result: +	[981, 574, 985, 582]
mutation-marker: Ω	[870, 869, 875, 876]
